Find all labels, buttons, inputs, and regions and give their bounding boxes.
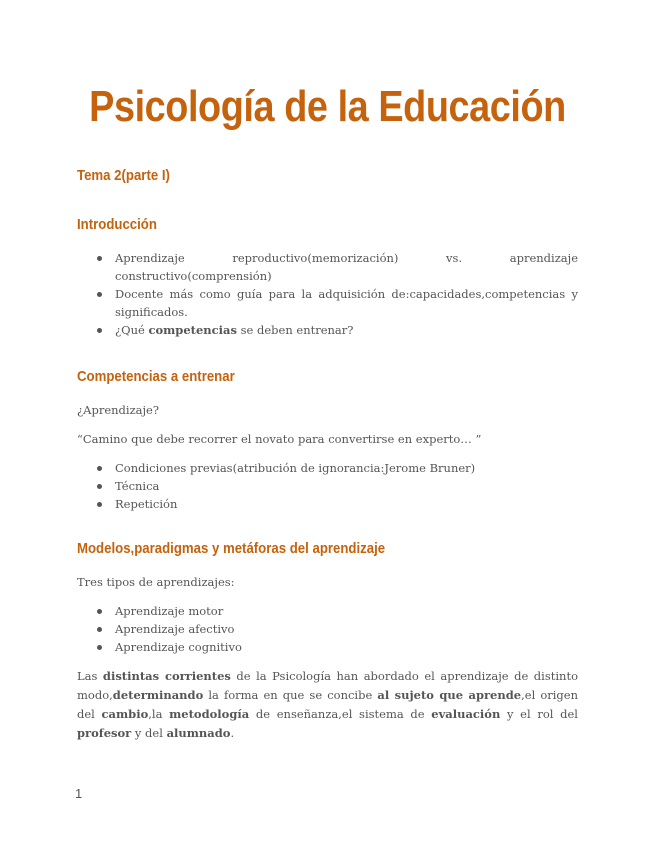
- competencias-bullet-list: [77, 459, 578, 513]
- list-item: [77, 477, 578, 495]
- bullet-icon: [97, 609, 102, 614]
- paragraph-bold: al sujeto que aprende: [377, 688, 522, 702]
- list-item-text: Aprendizaje reproductivo(memorización) vs. aprendizaje constructivo(comprensión): [115, 251, 578, 283]
- bullet-icon: [97, 328, 102, 333]
- list-item-text: Aprendizaje motor: [115, 604, 224, 618]
- bullet-icon: [97, 292, 102, 297]
- bullet-icon: [97, 627, 102, 632]
- paragraph-bold: alumnado: [166, 726, 231, 740]
- paragraph-text: de enseñanza,el sistema de: [249, 707, 432, 721]
- list-item: [77, 638, 578, 656]
- subtitle-heading: Tema 2(parte I): [77, 167, 170, 184]
- section-heading-competencias: Competencias a entrenar: [77, 368, 235, 385]
- intro-text: Tres tipos de aprendizajes:: [77, 575, 235, 589]
- paragraph-text: .: [230, 726, 235, 740]
- list-item: [77, 495, 578, 513]
- paragraph-text: de la Psicología han abordado el aprendizaje de distinto modo,: [77, 669, 578, 702]
- paragraph-bold: cambio: [101, 707, 149, 721]
- intro-bullet-list: [77, 249, 578, 339]
- list-item-text: Técnica: [115, 479, 160, 493]
- bullet-icon: [97, 256, 102, 261]
- list-item: [77, 459, 578, 477]
- section-heading-introduccion: Introducción: [77, 216, 157, 233]
- bullet-icon: [97, 645, 102, 650]
- page-number: 1: [75, 786, 83, 801]
- paragraph-text: Las: [77, 669, 103, 683]
- list-item-text: Condiciones previas(atribución de ignorancia:Jerome Bruner): [115, 461, 476, 475]
- paragraph-bold: metodología: [169, 707, 250, 721]
- question-text: ¿Aprendizaje?: [77, 403, 160, 417]
- list-item: [77, 620, 578, 638]
- paragraph-text: y del: [131, 726, 167, 740]
- bullet-icon: [97, 466, 102, 471]
- list-item: [77, 321, 578, 339]
- paragraph-text: ,el origen del: [77, 688, 579, 721]
- list-item-text: Docente más como guía para la adquisición de:capacidades,competencias y significados.: [115, 287, 578, 319]
- paragraph-bold: determinando: [112, 688, 204, 702]
- list-item: [77, 285, 578, 321]
- paragraph-text: ,la: [148, 707, 170, 721]
- bullet-icon: [97, 484, 102, 489]
- bullet-icon: [97, 502, 102, 507]
- paragraph-text: la forma en que se concibe: [203, 688, 378, 702]
- list-item-text-pre: ¿Qué: [115, 323, 149, 337]
- quote-text: “Camino que debe recorrer el novato para convertirse en experto… ”: [77, 432, 482, 446]
- list-item-text: Repetición: [115, 497, 178, 511]
- body-paragraph: [77, 667, 578, 743]
- document-title: Psicología de la Educación: [89, 82, 566, 131]
- list-item: [77, 602, 578, 620]
- section-heading-modelos: Modelos,paradigmas y metáforas del aprendizaje: [77, 540, 386, 557]
- paragraph-bold: distintas corrientes: [102, 669, 231, 683]
- list-item-bold: competencias: [148, 323, 237, 337]
- paragraph-bold: profesor: [77, 726, 132, 740]
- list-item-text: Aprendizaje afectivo: [115, 622, 235, 636]
- list-item-text-post: se deben entrenar?: [236, 323, 354, 337]
- list-item-text: Aprendizaje cognitivo: [115, 640, 242, 654]
- list-item: [77, 249, 578, 285]
- paragraph-bold: evaluación: [431, 707, 501, 721]
- paragraph-text: y el rol del: [500, 707, 578, 721]
- aprendizajes-bullet-list: [77, 602, 578, 656]
